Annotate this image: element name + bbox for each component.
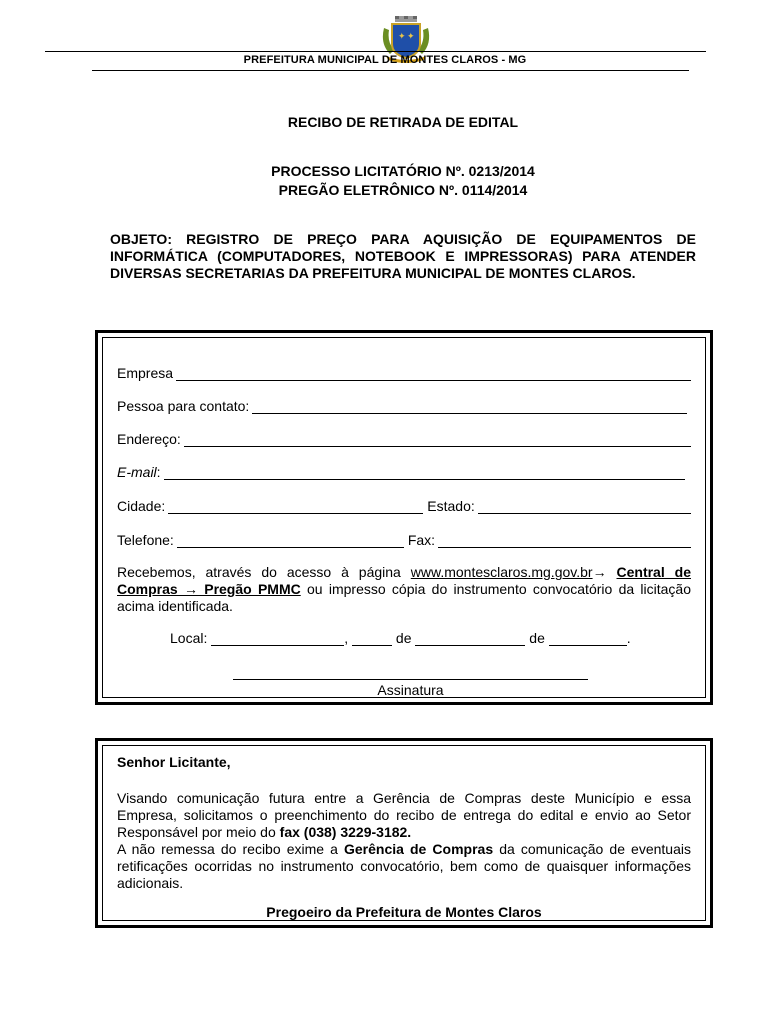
notice-text-1: Visando comunicação futura entre a Gerência de Compras deste Município e essa Empresa, solicitamos o preenchimento do recibo de entrega do edital e envio ao Setor Responsável por meio do	[117, 790, 691, 840]
header-organization: PREFEITURA MUNICIPAL DE MONTES CLAROS - MG	[243, 54, 527, 66]
local-label: Local:	[170, 630, 208, 646]
website-link[interactable]: www.montesclaros.mg.gov.br	[410, 564, 593, 580]
field-telefone-line[interactable]	[177, 533, 404, 548]
svg-text:✦: ✦	[398, 32, 406, 42]
receipt-form-box	[95, 330, 713, 705]
field-estado-label: Estado:	[427, 498, 475, 514]
notice-box	[95, 738, 713, 928]
field-contato-label: Pessoa para contato:	[117, 398, 250, 414]
object-description: OBJETO: REGISTRO DE PREÇO PARA AQUISIÇÃO DE EQUIPAMENTOS DE INFORMÁTICA (COMPUTADORES, NOTEBOOK E IMPRESSORAS) PARA ATENDER DIVERSAS SECRETARIAS DA PREFEITURA MUNICIPAL DE MONTES CLAROS.	[110, 231, 696, 281]
field-contato[interactable]	[117, 396, 687, 414]
month-blank[interactable]	[415, 631, 525, 646]
receipt-text-start: Recebemos, através do acesso à página	[117, 564, 411, 580]
header-rule-bottom	[92, 70, 689, 71]
date-de-1: de	[395, 630, 412, 646]
field-telefone-label: Telefone:	[117, 532, 174, 548]
notice-heading: Senhor Licitante,	[117, 754, 231, 770]
notice-gerencia: Gerência de Compras	[344, 841, 494, 857]
signature-line[interactable]	[233, 679, 588, 680]
field-email-line[interactable]	[164, 465, 685, 480]
field-fax-line[interactable]	[438, 533, 691, 548]
header-rule-top	[45, 51, 706, 52]
document-title: RECIBO DE RETIRADA DE EDITAL	[287, 114, 519, 130]
field-endereco[interactable]	[117, 429, 691, 447]
field-contato-line[interactable]	[252, 399, 687, 414]
field-empresa-line[interactable]	[176, 366, 691, 381]
notice-text-2: A não remessa do recibo exime a	[117, 841, 344, 857]
local-date-line	[170, 630, 631, 646]
svg-text:✦: ✦	[407, 32, 415, 42]
notice-text-3: da comunicação de eventuais retificações ocorridas no instrumento convocatório, bem como de quaisquer informações adicionais.	[117, 841, 691, 891]
field-empresa[interactable]	[117, 363, 691, 381]
local-comma: ,	[344, 630, 349, 646]
local-blank[interactable]	[211, 631, 344, 646]
receipt-text-end: ou impresso cópia do instrumento convocatório da licitação acima identificada.	[117, 581, 691, 614]
date-de-2: de	[529, 630, 545, 646]
auction-number: PREGÃO ELETRÔNICO Nº. 0114/2014	[278, 182, 528, 198]
field-endereco-line[interactable]	[184, 432, 691, 447]
notice-fax-number: fax (038) 3229-3182.	[279, 824, 412, 840]
field-empresa-label: Empresa	[117, 365, 174, 381]
year-blank[interactable]	[549, 631, 627, 646]
field-email-label: E-mail	[117, 464, 157, 480]
field-cidade-line[interactable]	[168, 499, 423, 514]
day-blank[interactable]	[352, 631, 392, 646]
date-period: .	[626, 630, 631, 646]
notice-signoff: Pregoeiro da Prefeitura de Montes Claros	[266, 904, 542, 920]
signature-label: Assinatura	[377, 682, 444, 698]
receipt-arrow: →	[592, 564, 617, 580]
field-email[interactable]	[117, 462, 685, 480]
field-cidade-estado	[117, 496, 691, 514]
field-estado-line[interactable]	[478, 499, 691, 514]
field-fax-label: Fax:	[407, 532, 436, 548]
field-email-colon: :	[156, 464, 161, 480]
central-compras-link[interactable]: Central de Compras → Pregão PMMC	[117, 564, 691, 597]
receipt-statement	[117, 564, 691, 615]
field-cidade-label: Cidade:	[117, 498, 166, 514]
field-endereco-label: Endereço:	[117, 431, 181, 447]
field-telefone-fax	[117, 530, 691, 548]
notice-body	[117, 790, 691, 892]
process-number: PROCESSO LICITATÓRIO Nº. 0213/2014	[271, 163, 535, 179]
